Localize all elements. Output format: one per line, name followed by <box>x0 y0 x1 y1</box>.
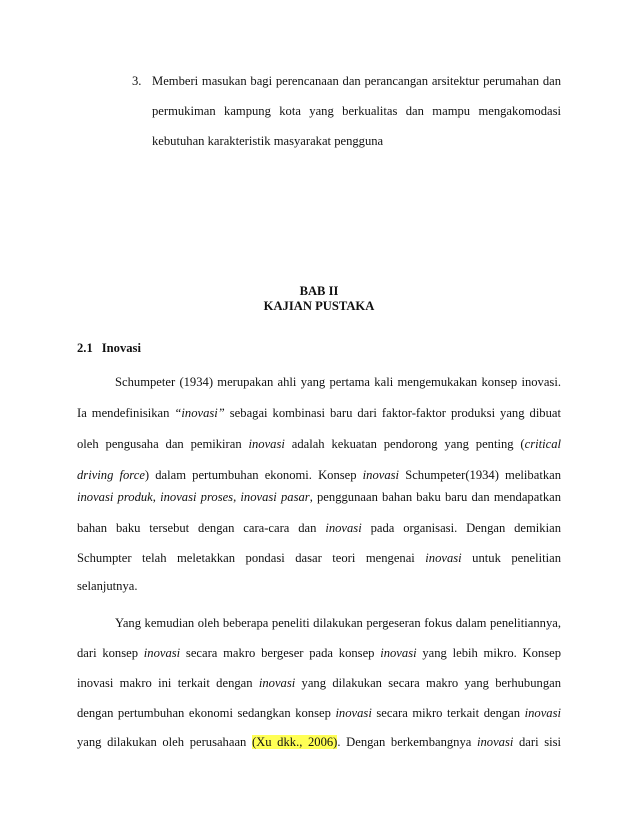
paragraph-line: Ia mendefinisikan “inovasi” sebagai kombinasi baru dari faktor-faktor produksi yang dibuat <box>77 406 561 420</box>
paragraph-line: bahan baku tersebut dengan cara-cara dan inovasi pada organisasi. Dengan demikian <box>77 521 561 535</box>
chapter-number: BAB II <box>299 284 339 298</box>
paragraph-line: inovasi makro ini terkait dengan inovasi yang dilakukan secara makro yang berhubungan <box>77 676 562 690</box>
paragraph-line: Yang kemudian oleh beberapa peneliti dilakukan pergeseran fokus dalam penelitiannya, <box>115 616 561 630</box>
list-number: 3. <box>132 74 142 88</box>
paragraph-line: Schumpter telah meletakkan pondasi dasar teori mengenai inovasi untuk penelitian <box>77 551 562 565</box>
section-number: 2.1 <box>77 341 93 355</box>
paragraph-line: oleh pengusaha dan pemikiran inovasi adalah kekuatan pendorong yang penting (critical <box>77 437 561 451</box>
paragraph-line: selanjutnya. <box>77 579 138 593</box>
paragraph-line: driving force) dalam pertumbuhan ekonomi. Konsep inovasi Schumpeter(1934) melibatkan <box>77 468 561 482</box>
paragraph-line: dengan pertumbuhan ekonomi sedangkan konsep inovasi secara mikro terkait dengan inovasi <box>77 706 561 720</box>
section-title: Inovasi <box>101 341 141 355</box>
list-item-line: kebutuhan karakteristik masyarakat pengguna <box>152 134 384 148</box>
paragraph-line: dari konsep inovasi secara makro bergeser pada konsep inovasi yang lebih mikro. Konsep <box>77 646 561 660</box>
list-item-line: permukiman kampung kota yang berkualitas dan mampu mengakomodasi <box>152 104 561 118</box>
section-heading <box>77 340 141 356</box>
list-item-line: Memberi masukan bagi perencanaan dan perancangan arsitektur perumahan dan <box>152 74 561 88</box>
chapter-title: KAJIAN PUSTAKA <box>263 299 375 313</box>
paragraph-line: yang dilakukan oleh perusahaan (Xu dkk., 2006). Dengan berkembangnya inovasi dari sisi <box>77 735 561 749</box>
paragraph-line: Schumpeter (1934) merupakan ahli yang pertama kali mengemukakan konsep inovasi. <box>115 375 561 389</box>
paragraph-line: inovasi produk, inovasi proses, inovasi pasar, penggunaan bahan baku baru dan mendapatkan <box>77 490 562 504</box>
citation-highlight: (Xu dkk., 2006) <box>251 735 338 749</box>
